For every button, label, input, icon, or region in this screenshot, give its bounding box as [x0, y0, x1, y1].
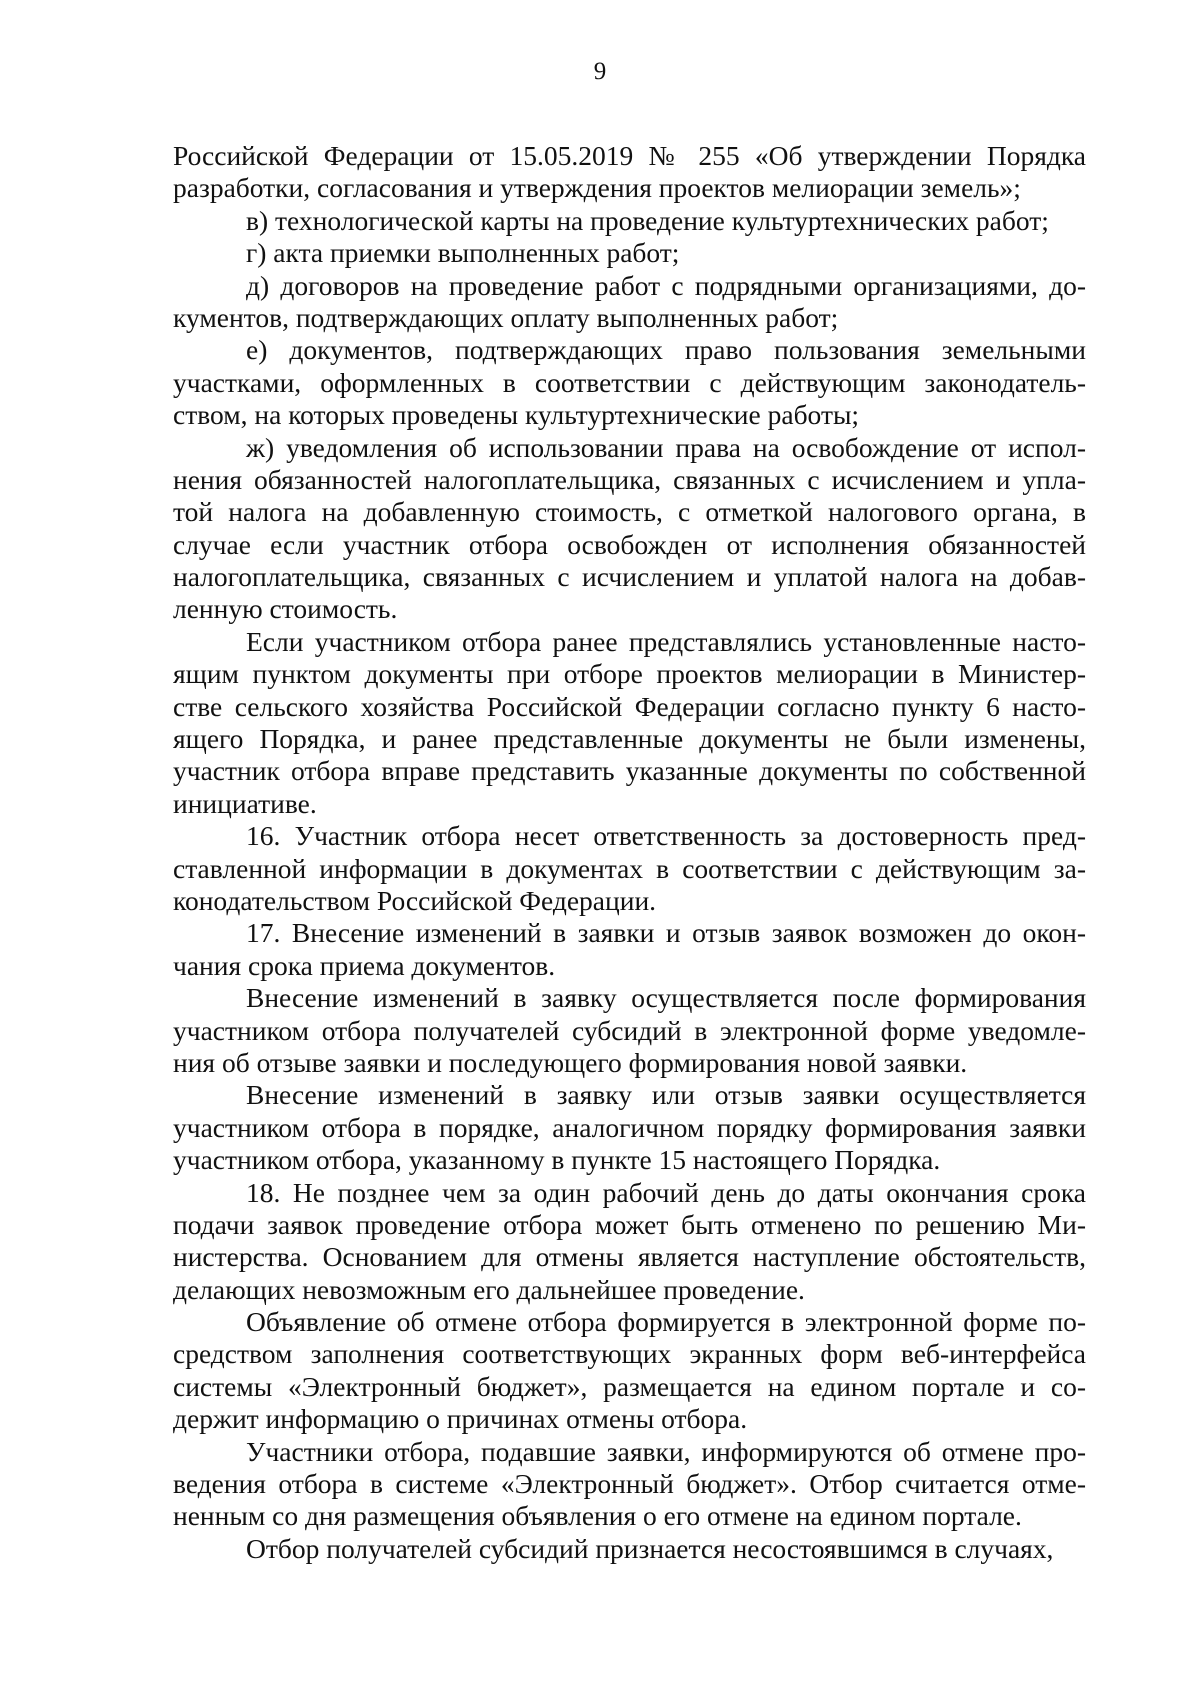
paragraph-p-cont — [173, 140, 1086, 205]
paragraph-p-obyav — [173, 1306, 1086, 1436]
text-line: Российской Федерации от 15.05.2019 № 255 «Об утверждении Порядка — [173, 140, 1086, 171]
text-line: ящего Порядка, и ранее представленные документы не были изменены, — [173, 723, 1086, 755]
paragraph-p-vnes2 — [173, 1079, 1086, 1176]
text-line: 16. Участник отбора несет ответственность за достоверность пред- — [246, 820, 1086, 852]
text-line: 17. Внесение изменений в заявки и отзыв заявок возможен до окон- — [246, 917, 1086, 949]
paragraph-p-uchast — [173, 1436, 1086, 1533]
paragraph-p-otbor — [173, 1533, 1086, 1565]
text-line: участником отбора, указанному в пункте 15 настоящего Порядка. — [173, 1144, 941, 1176]
text-line: той налога на добавленную стоимость, с отметкой налогового органа, в — [173, 496, 1086, 528]
paragraph-p-16 — [173, 820, 1086, 917]
paragraph-p-17 — [173, 917, 1086, 982]
text-line: Участники отбора, подавшие заявки, информируются об отмене про- — [246, 1435, 1086, 1467]
text-line: системы «Электронный бюджет», размещается на едином портале и со- — [173, 1370, 1086, 1402]
paragraph-p-v — [173, 205, 1086, 237]
text-line: ящим пунктом документы при отборе проектов мелиорации в Министер- — [173, 658, 1086, 690]
text-line: Объявление об отмене отбора формируется в электронной форме по- — [246, 1306, 1086, 1338]
text-line: ния об отзыве заявки и последующего формирования новой заявки. — [173, 1046, 968, 1078]
text-line: е) документов, подтверждающих право пользования земельными — [246, 334, 1086, 366]
text-line: нистерства. Основанием для отмены является наступление обстоятельств, — [173, 1241, 1086, 1273]
paragraph-p-zh — [173, 432, 1086, 626]
text-line: подачи заявок проведение отбора может быть отменено по решению Ми- — [173, 1208, 1086, 1240]
text-line: ведения отбора в системе «Электронный бюджет». Отбор считается отме- — [173, 1468, 1086, 1500]
text-line: участник отбора вправе представить указанные документы по собственной — [173, 755, 1086, 787]
text-line: нения обязанностей налогоплательщика, связанных с исчислением и упла- — [173, 463, 1086, 495]
text-line: делающих невозможным его дальнейшее проведение. — [173, 1273, 805, 1305]
text-line: ленную стоимость. — [173, 593, 398, 625]
text-line: в) технологической карты на проведение культуртехнических работ; — [246, 204, 1049, 236]
text-line: г) акта приемки выполненных работ; — [246, 237, 680, 269]
paragraph-p-e — [173, 334, 1086, 431]
document-body — [173, 140, 1086, 1565]
text-line: ставленной информации в документах в соответствии с действующим за- — [173, 852, 1086, 884]
text-line: д) договоров на проведение работ с подрядными организациями, до- — [246, 269, 1086, 301]
text-line: разработки, согласования и утверждения проектов мелиорации земель»; — [173, 172, 1021, 204]
paragraph-p-g — [173, 237, 1086, 269]
text-line: Если участником отбора ранее представлялись установленные насто- — [246, 625, 1086, 657]
text-line: средством заполнения соответствующих экранных форм веб-интерфейса — [173, 1338, 1086, 1370]
text-line: стве сельского хозяйства Российской Федерации согласно пункту 6 насто- — [173, 690, 1086, 722]
text-line: случае если участник отбора освобожден от исполнения обязанностей — [173, 528, 1086, 560]
paragraph-p-vnes1 — [173, 982, 1086, 1079]
text-line: конодательством Российской Федерации. — [173, 884, 657, 916]
text-line: держит информацию о причинах отмены отбора. — [173, 1403, 748, 1435]
paragraph-p-d — [173, 270, 1086, 335]
paragraph-p-18 — [173, 1177, 1086, 1307]
text-line: Внесение изменений в заявку или отзыв заявки осуществляется — [246, 1079, 1086, 1111]
text-line: 18. Не позднее чем за один рабочий день до даты окончания срока — [246, 1176, 1086, 1208]
text-line: чания срока приема документов. — [173, 949, 556, 981]
text-line: инициативе. — [173, 787, 317, 819]
text-line: ством, на которых проведены культуртехнические работы; — [173, 399, 860, 431]
text-line: участником отбора получателей субсидий в электронной форме уведомле- — [173, 1014, 1086, 1046]
text-line: ж) уведомления об использовании права на освобождение от испол- — [246, 431, 1086, 463]
paragraph-p-esli — [173, 626, 1086, 820]
text-line: кументов, подтверждающих оплату выполненных работ; — [173, 301, 839, 333]
text-line: Отбор получателей субсидий признается несостоявшимся в случаях, — [246, 1532, 1054, 1564]
text-line: Внесение изменений в заявку осуществляется после формирования — [246, 982, 1086, 1014]
text-line: участником отбора в порядке, аналогичном порядку формирования заявки — [173, 1111, 1086, 1143]
text-line: ненным со дня размещения объявления о его отмене на едином портале. — [173, 1500, 1022, 1532]
text-line: налогоплательщика, связанных с исчислением и уплатой налога на добав- — [173, 561, 1086, 593]
text-line: участками, оформленных в соответствии с действующим законодатель- — [173, 366, 1086, 398]
page-number: 9 — [593, 58, 607, 85]
